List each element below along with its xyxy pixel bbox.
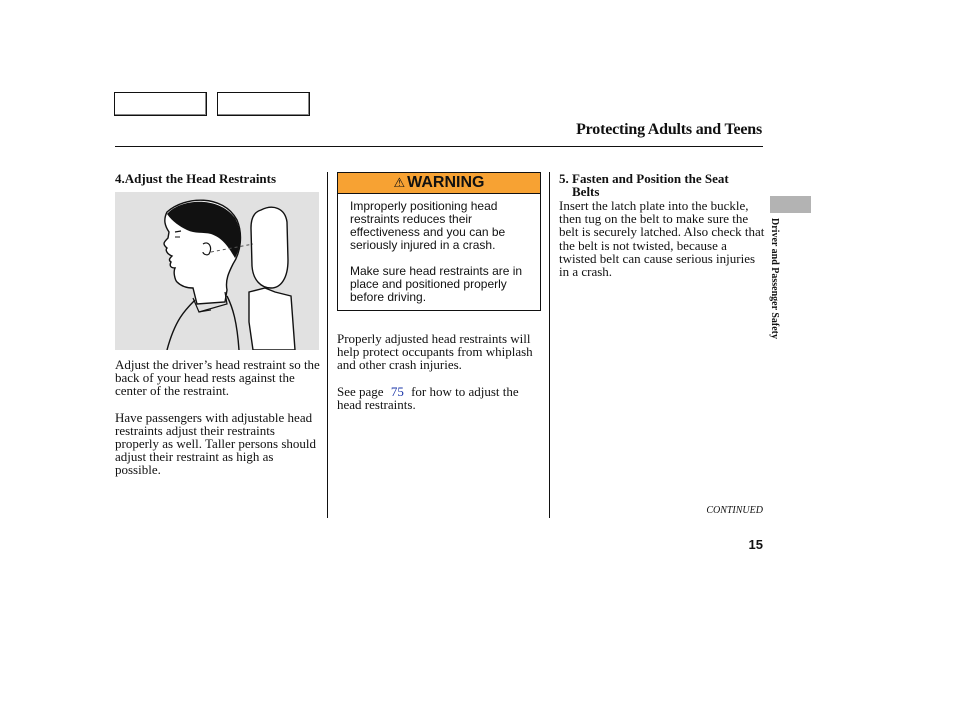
section-tab[interactable] bbox=[770, 196, 811, 213]
page-title: Protecting Adults and Teens bbox=[576, 121, 762, 138]
warning-paragraph-2: Make sure head restraints are in place and positioned properly before driving. bbox=[350, 264, 523, 304]
column1-text bbox=[115, 358, 321, 490]
section-heading-text: Fasten and Position the Seat Belts bbox=[572, 171, 729, 199]
see-page-prefix: See page bbox=[337, 383, 384, 399]
paragraph-properly-adjusted: Properly adjusted head restraints will help protect occupants from whiplash and other crash injuries. bbox=[337, 331, 533, 373]
section-heading-number: 5. bbox=[559, 171, 569, 186]
paragraph-latch-plate: Insert the latch plate into the buckle, then tug on the belt to make sure the belt is securely latched. Also check that the belt is not twisted, because a twisted belt can cause serious injuries in a crash. bbox=[559, 198, 765, 280]
section-heading-head-restraints: 4.Adjust the Head Restraints bbox=[115, 171, 277, 186]
warning-box bbox=[337, 172, 541, 311]
warning-body bbox=[338, 194, 540, 304]
paragraph-adjust-driver: Adjust the driver’s head restraint so the back of your head rests against the center of the restraint. bbox=[115, 357, 320, 399]
column-divider-1 bbox=[327, 172, 328, 518]
page-number: 15 bbox=[748, 537, 763, 552]
column3-text bbox=[559, 199, 765, 291]
head-profile-icon bbox=[115, 192, 319, 350]
driver-head-restraint-illustration bbox=[115, 192, 319, 350]
paragraph-passengers: Have passengers with adjustable head restraints adjust their restraints properly as well. Taller persons should adjust their restraint as high as possible. bbox=[115, 409, 317, 478]
title-rule bbox=[115, 146, 763, 147]
warning-label: WARNING bbox=[407, 174, 485, 191]
column2-text bbox=[337, 332, 543, 424]
warning-paragraph-1: Improperly positioning head restraints reduces their effectiveness and you can be seriously injured in a crash. bbox=[350, 199, 506, 252]
section-heading-seat-belts bbox=[559, 172, 759, 198]
continued-label: CONTINUED bbox=[706, 505, 763, 516]
page-link-75[interactable]: 75 bbox=[390, 383, 404, 399]
nav-button-1[interactable] bbox=[114, 92, 207, 116]
warning-banner bbox=[338, 173, 540, 194]
nav-button-2[interactable] bbox=[217, 92, 310, 116]
column-divider-2 bbox=[549, 172, 550, 518]
section-label: Driver and Passenger Safety bbox=[769, 218, 780, 340]
paragraph-see-page bbox=[337, 385, 543, 411]
warning-triangle-icon: ⚠ bbox=[393, 175, 406, 190]
see-page-suffix: for how to adjust the head restraints. bbox=[337, 383, 519, 412]
